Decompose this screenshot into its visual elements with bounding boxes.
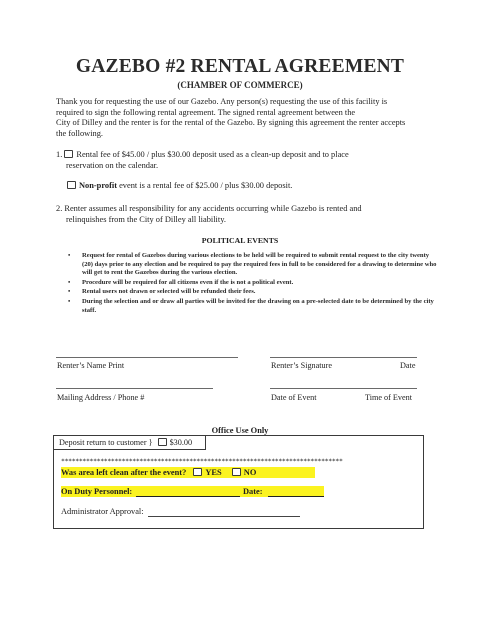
duty-date-field[interactable]: [268, 496, 324, 497]
liability-item: [56, 204, 426, 225]
intro-line: Thank you for requesting the use of our Gazebo. Any person(s) requesting the use of this facility is: [56, 97, 388, 106]
renter-signature-label: Renter’s Signature: [271, 361, 333, 370]
time-of-event-label: Time of Event: [365, 393, 413, 402]
liability-text: 2. Renter assumes all responsibility for any accidents occurring while Gazebo is rented and: [56, 204, 362, 213]
yes-label: YES: [205, 468, 222, 477]
renter-name-line[interactable]: [56, 357, 238, 358]
list-item: • During the selection and or draw all parties will be invited for the drawing on a pre-selected date to be determined by the city staff.: [68, 297, 434, 314]
rental-fee-item: [56, 150, 426, 171]
no-label: NO: [243, 468, 257, 477]
liability-text-cont: relinquishes from the City of Dilley all liability.: [66, 214, 226, 224]
nonprofit-label: Non-profit: [79, 181, 117, 190]
bullet-icon: •: [68, 297, 71, 305]
rental-fee-text-cont: reservation on the calendar.: [66, 160, 159, 170]
office-use-box: [53, 435, 424, 529]
list-item: • Request for rental of Gazebos during various elections to be held will be required to submit rental request to the city twenty (20) days prior to any election and be required to pay the required fees in full to be considered for a drawing to determine who will get to rent the Gazebos during the various election.: [68, 252, 437, 277]
intro-line: required to sign the following rental agreement. The signed rental agreement between the: [56, 107, 356, 117]
document-title: GAZEBO #2 RENTAL AGREEMENT: [75, 56, 405, 77]
date-label: Date: [400, 361, 416, 370]
admin-approval-label: Administrator Approval:: [61, 507, 144, 516]
mailing-label: Mailing Address / Phone #: [57, 393, 145, 402]
on-duty-row: [61, 486, 324, 497]
clean-question-row: [61, 467, 256, 478]
list-item: • Procedure will be required for all citizens even if the is not a political event.: [68, 278, 294, 286]
deposit-return-cell: [54, 436, 206, 450]
intro-paragraph: [56, 97, 436, 139]
yes-checkbox[interactable]: [193, 468, 202, 476]
deposit-amount: $30.00: [169, 438, 193, 447]
bullet-icon: •: [68, 252, 71, 259]
on-duty-label: On Duty Personnel:: [61, 487, 133, 496]
renter-signature-line[interactable]: [270, 357, 417, 358]
date-of-event-label: Date of Event: [271, 393, 317, 402]
clean-question: Was area left clean after the event?: [61, 468, 187, 477]
list-item: • Rental users not drawn or selected will be refunded their fees.: [68, 288, 256, 296]
intro-line: City of Dilley and the renter is for the rental of the Gazebo. By signing this agreement the renter accepts: [56, 118, 406, 128]
mailing-line[interactable]: [56, 388, 213, 389]
nonprofit-text: event is a rental fee of $25.00 / plus $30.00 deposit.: [117, 181, 293, 190]
office-use-title: Office Use Only: [211, 426, 269, 435]
on-duty-field[interactable]: [136, 496, 240, 497]
duty-date-label: Date:: [243, 487, 263, 496]
intro-line: the following.: [56, 128, 103, 138]
nonprofit-item: [67, 181, 427, 192]
renter-name-label: Renter’s Name Print: [57, 361, 125, 370]
political-events-list: [66, 252, 438, 316]
no-checkbox[interactable]: [232, 468, 241, 476]
bullet-icon: •: [68, 288, 71, 296]
rental-fee-checkbox[interactable]: [64, 150, 73, 158]
deposit-label: Deposit return to customer }: [59, 438, 153, 447]
bullet-icon: •: [68, 278, 71, 286]
nonprofit-checkbox[interactable]: [67, 181, 76, 189]
deposit-checkbox[interactable]: [158, 438, 167, 446]
admin-approval-field[interactable]: [148, 516, 300, 517]
event-date-line[interactable]: [270, 388, 417, 389]
political-events-heading: POLITICAL EVENTS: [201, 236, 279, 245]
item-number: 1.: [56, 150, 63, 159]
separator-stars: *******************************************************************************: [61, 457, 343, 465]
document-subtitle: (CHAMBER OF COMMERCE): [177, 80, 303, 90]
rental-fee-text: Rental fee of $45.00 / plus $30.00 deposit used as a clean-up deposit and to place: [76, 150, 349, 159]
